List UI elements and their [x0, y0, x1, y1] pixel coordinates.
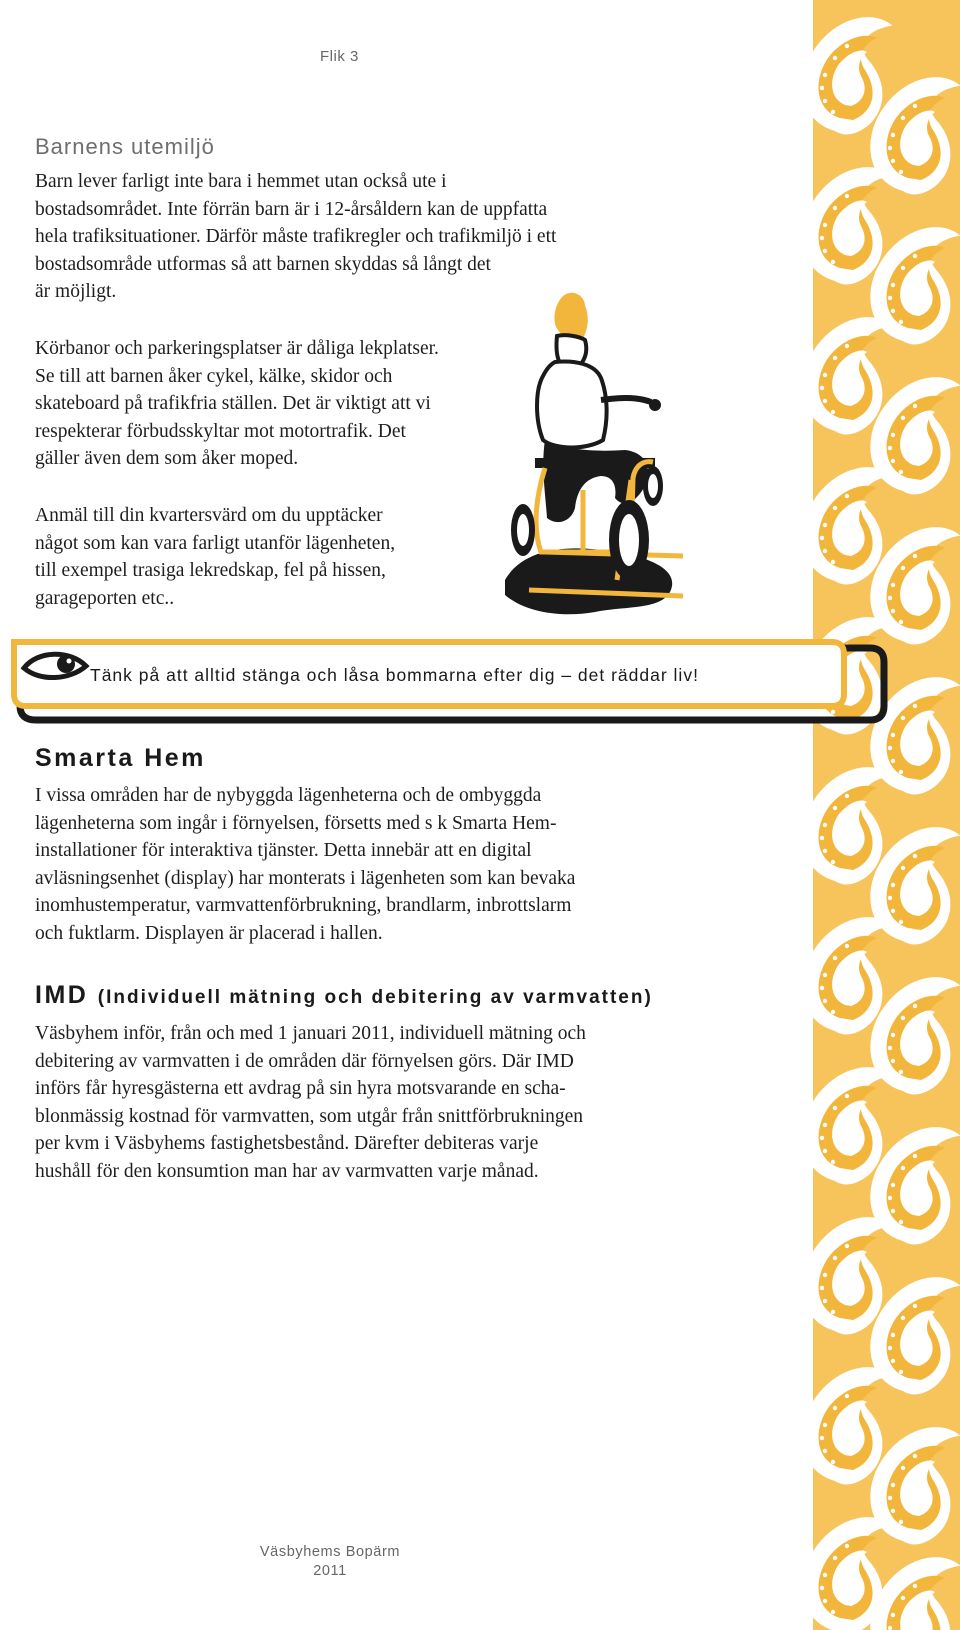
heading-smarta-hem: Smarta Hem: [35, 744, 206, 772]
paragraph-utemiljo-intro: Barn lever farligt inte bara i hemmet utan också ute i bostadsområdet. Inte förrän barn är i 12-årsåldern kan de uppfatta hela trafiksituationer. Därför måste trafikregler och trafikmiljö i ett bostadsområde utformas så att barnen skyddas så långt det är möjligt.: [35, 171, 557, 302]
footer-year: 2011: [313, 1563, 347, 1579]
paragraph-smarta-hem: I vissa områden har de nybyggda lägenheterna och de ombyggda lägenheterna som ingår i förnyelsen, försetts med s k Smarta Hem- installationer för interaktiva tjänster. Detta innebär att en digital avläsningsenhet (display) har monterats i lägenheten som kan bevaka inomhustemperatur, varmvattenförbrukning, brandlarm, inbrottslarm och fuktlarm. Displayen är placerad i hallen.: [35, 785, 576, 944]
heading-imd-label: IMD: [35, 981, 89, 1009]
heading-imd: [35, 981, 653, 1010]
heading-imd-subtitle: (Individuell mätning och debitering av varmvatten): [97, 987, 653, 1008]
heading-barnens-utemiljo: Barnens utemiljö: [35, 134, 215, 159]
footer-title: Väsbyhems Bopärm: [259, 1544, 401, 1560]
footer: [240, 1543, 420, 1581]
callout-text: Tänk på att alltid stänga och låsa bommarna efter dig – det räddar liv!: [90, 665, 699, 685]
child-tricycle-illustration: [505, 290, 705, 630]
tab-label: Flik 3: [320, 48, 359, 65]
paragraph-korbanor: Körbanor och parkeringsplatser är dåliga lekplatser. Se till att barnen åker cykel, kälke, skidor och skateboard på trafikfria ställen. Det är viktigt att vi respekterar förbudsskyltar mot motortrafik. Det gäller även dem som åker moped.: [35, 338, 439, 469]
paragraph-anmal: Anmäl till din kvartersvärd om du upptäcker något som kan vara farligt utanför lägenheten, till exempel trasiga lekredskap, fel på hissen, garageporten etc..: [35, 505, 396, 609]
paragraph-imd: Väsbyhem inför, från och med 1 januari 2011, individuell mätning och debitering av varmvatten i de områden där förnyelsen görs. Där IMD införs får hyresgästerna ett avdrag på sin hyra motsvarande en scha- blonmässig kostnad för varmvatten, som utgår från snittförbrukningen per kvm i Väsbyhems fastighetsbestånd. Därefter debiteras varje hushåll för den konsumtion man har av varmvatten varje månad.: [35, 1023, 586, 1182]
paisley-pattern-decoration: [803, 0, 960, 1630]
eye-icon: [20, 646, 90, 686]
